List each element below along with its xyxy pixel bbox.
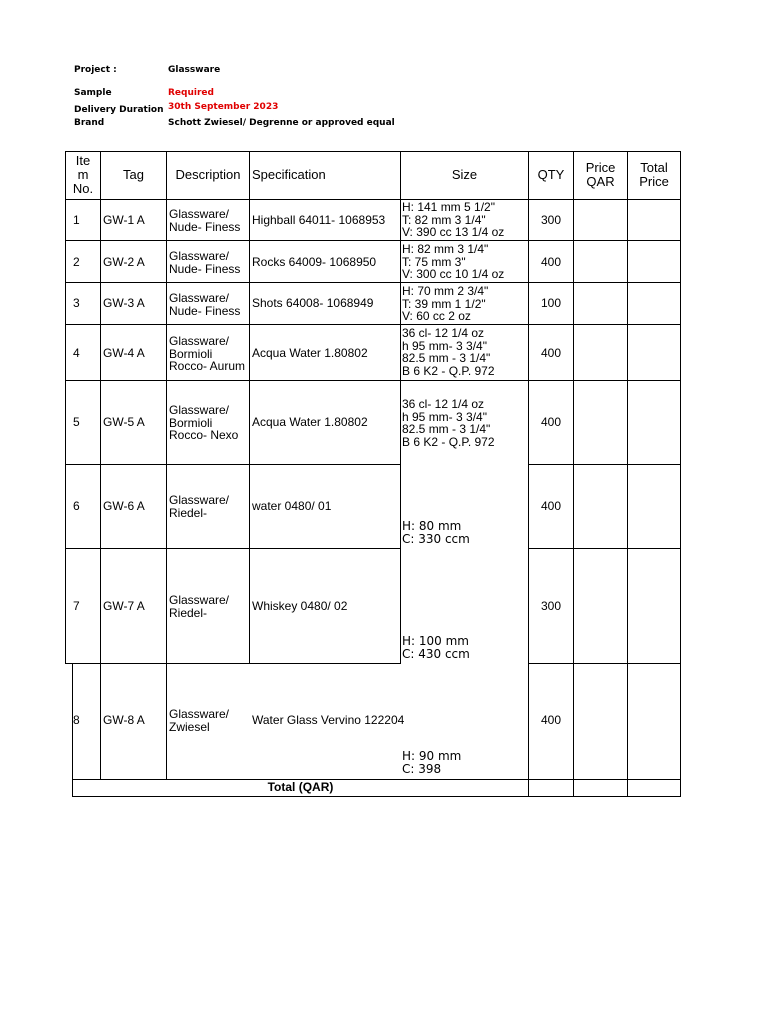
item-no: 6 bbox=[73, 499, 80, 513]
item-description: Glassware/ Nude- Finess bbox=[169, 207, 241, 234]
item-description: Glassware/ Riedel- bbox=[169, 493, 230, 520]
item-no: 4 bbox=[73, 346, 80, 360]
item-size: H: 80 mm C: 330 ccm bbox=[402, 519, 470, 546]
item-no: 8 bbox=[73, 713, 80, 727]
header-qty: QTY bbox=[537, 167, 565, 182]
sample-label: Sample bbox=[74, 88, 112, 98]
item-tag: GW-1 A bbox=[103, 213, 145, 227]
total-label: Total (QAR) bbox=[267, 780, 334, 794]
item-size: 36 cl- 12 1/4 oz h 95 mm- 3 3/4" 82.5 mm - 3 1/4" B 6 K2 - Q.P. 972 bbox=[402, 397, 495, 449]
project-value: Glassware bbox=[168, 65, 221, 75]
item-no: 2 bbox=[73, 255, 80, 269]
item-size: H: 82 mm 3 1/4" T: 75 mm 3" V: 300 cc 10 1/4 oz bbox=[402, 242, 505, 281]
item-specification: Water Glass Vervino 122204 bbox=[252, 713, 405, 727]
item-tag: GW-8 A bbox=[103, 713, 145, 727]
item-qty: 100 bbox=[540, 296, 562, 310]
item-size: H: 70 mm 2 3/4" T: 39 mm 1 1/2" V: 60 cc 2 oz bbox=[402, 284, 489, 323]
item-size: H: 141 mm 5 1/2" T: 82 mm 3 1/4" V: 390 cc 13 1/4 oz bbox=[402, 200, 505, 239]
item-specification: Rocks 64009- 1068950 bbox=[252, 255, 377, 269]
item-description: Glassware/ Riedel- bbox=[169, 593, 230, 620]
sample-value: Required bbox=[168, 88, 214, 98]
item-size: 36 cl- 12 1/4 oz h 95 mm- 3 3/4" 82.5 mm - 3 1/4" B 6 K2 - Q.P. 972 bbox=[402, 326, 495, 378]
header-price-qar: Price QAR bbox=[585, 160, 616, 189]
header-specification: Specification bbox=[252, 167, 326, 182]
item-tag: GW-7 A bbox=[103, 599, 145, 613]
header-size: Size bbox=[451, 167, 478, 182]
header-description: Description bbox=[175, 167, 241, 182]
item-qty: 400 bbox=[540, 713, 562, 727]
header-item-no: Ite m No. bbox=[72, 153, 94, 196]
header-tag: Tag bbox=[123, 167, 144, 182]
item-size: H: 100 mm C: 430 ccm bbox=[402, 634, 470, 661]
item-description: Glassware/ Bormioli Rocco- Nexo bbox=[169, 403, 239, 442]
header-total-price: Total Price bbox=[639, 160, 669, 189]
item-tag: GW-4 A bbox=[103, 346, 145, 360]
item-no: 7 bbox=[73, 599, 80, 613]
item-specification: Highball 64011- 1068953 bbox=[252, 213, 386, 227]
item-specification: Acqua Water 1.80802 bbox=[252, 346, 368, 360]
item-description: Glassware/ Bormioli Rocco- Aurum bbox=[169, 334, 246, 373]
item-no: 1 bbox=[73, 213, 80, 227]
item-specification: Shots 64008- 1068949 bbox=[252, 296, 374, 310]
item-qty: 400 bbox=[540, 255, 562, 269]
item-qty: 300 bbox=[540, 599, 562, 613]
brand-value: Schott Zwiesel/ Degrenne or approved equal bbox=[168, 118, 395, 128]
item-description: Glassware/ Nude- Finess bbox=[169, 291, 241, 318]
item-qty: 400 bbox=[540, 499, 562, 513]
item-qty: 400 bbox=[540, 415, 562, 429]
item-description: Glassware/ Zwiesel bbox=[169, 707, 230, 734]
item-size: H: 90 mm C: 398 bbox=[402, 749, 462, 776]
item-specification: water 0480/ 01 bbox=[252, 499, 332, 513]
item-no: 5 bbox=[73, 415, 80, 429]
item-specification: Acqua Water 1.80802 bbox=[252, 415, 368, 429]
item-tag: GW-2 A bbox=[103, 255, 145, 269]
item-qty: 300 bbox=[540, 213, 562, 227]
delivery-value: 30th September 2023 bbox=[168, 102, 279, 112]
item-tag: GW-3 A bbox=[103, 296, 145, 310]
item-tag: GW-6 A bbox=[103, 499, 145, 513]
delivery-label: Delivery Duration bbox=[74, 105, 164, 115]
brand-label: Brand bbox=[74, 118, 105, 128]
item-specification: Whiskey 0480/ 02 bbox=[252, 599, 348, 613]
item-description: Glassware/ Nude- Finess bbox=[169, 249, 241, 276]
project-label: Project : bbox=[74, 65, 117, 75]
item-qty: 400 bbox=[540, 346, 562, 360]
item-no: 3 bbox=[73, 296, 80, 310]
item-tag: GW-5 A bbox=[103, 415, 145, 429]
